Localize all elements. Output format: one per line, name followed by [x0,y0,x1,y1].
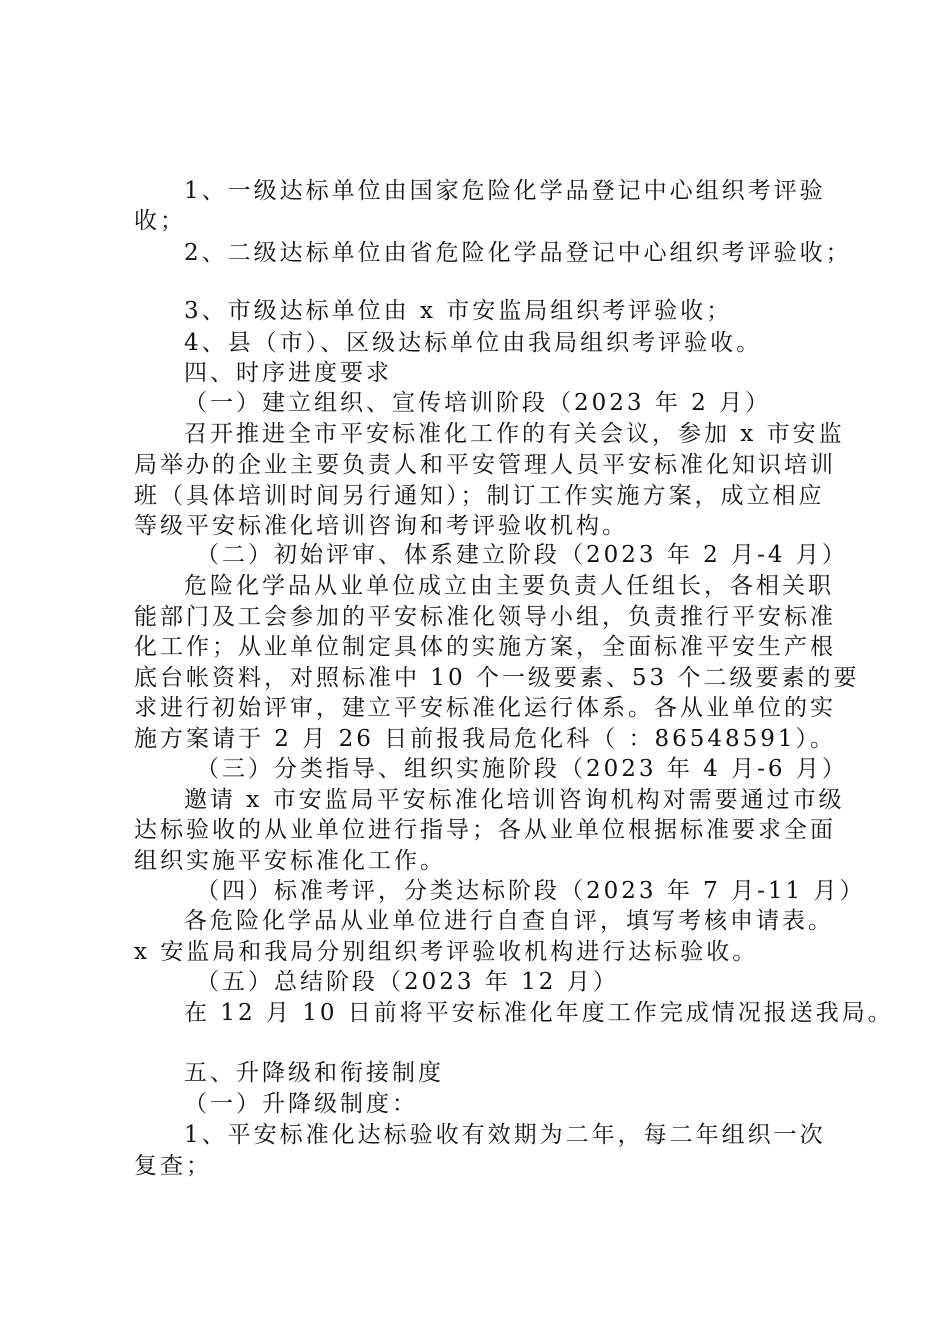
subsection-heading: （一）升降级制度： [184,1091,418,1117]
paragraph-line: 1、一级达标单位由国家危险化学品登记中心组织考评验 [184,178,826,204]
paragraph-line: 达标验收的从业单位进行指导；各从业单位根据标准要求全面 [134,817,836,843]
paragraph-line: 施方案请于 2 月 26 日前报我局危化科（ ：86548591）。 [134,726,837,752]
paragraph-line: 4、县（市）、区级达标单位由我局组织考评验收。 [184,330,763,356]
paragraph-line: 1、平安标准化达标验收有效期为二年，每二年组织一次 [184,1122,826,1148]
paragraph-line: 化工作；从业单位制定具体的实施方案，全面标准平安生产根 [134,634,836,660]
paragraph-line: 邀请 x 市安监局平安标准化培训咨询机构对需要通过市级 [184,787,845,813]
section-heading: 四、时序进度要求 [184,360,392,386]
subsection-heading: （四）标准考评，分类达标阶段（2023 年 7 月-11 月） [196,878,866,904]
paragraph-line: 班（具体培训时间另行通知）；制订工作实施方案，成立相应 [134,483,825,509]
paragraph-line: 求进行初始评审，建立平安标准化运行体系。各从业单位的实 [134,695,836,721]
paragraph-line: 收； [134,208,186,234]
paragraph-line: 能部门及工会参加的平安标准化领导小组，负责推行平安标准 [134,604,836,630]
paragraph-line: 复查； [134,1153,212,1179]
paragraph-line: 在 12 月 10 日前将平安标准化年度工作完成情况报送我局。 [184,1000,894,1026]
paragraph-line: 2、二级达标单位由省危险化学品登记中心组织考评验收； [184,240,852,266]
paragraph-line: 召开推进全市平安标准化工作的有关会议，参加 x 市安监 [184,421,845,447]
subsection-heading: （五）总结阶段（2023 年 12 月） [196,969,619,995]
paragraph-line: 危险化学品从业单位成立由主要负责人任组长，各相关职 [184,573,834,599]
paragraph-line: x 安监局和我局分别组织考评验收机构进行达标验收。 [134,939,759,965]
subsection-heading: （三）分类指导、组织实施阶段（2023 年 4 月-6 月） [196,756,848,782]
paragraph-line: 等级平安标准化培训咨询和考评验收机构。 [134,513,628,539]
paragraph-line: 各危险化学品从业单位进行自查自评，填写考核申请表。 [184,908,834,934]
subsection-heading: （二）初始评审、体系建立阶段（2023 年 2 月-4 月） [196,542,848,568]
paragraph-line: 3、市级达标单位由 x 市安监局组织考评验收； [184,298,733,324]
paragraph-line: 组织实施平安标准化工作。 [134,848,446,874]
subsection-heading: （一）建立组织、宣传培训阶段（2023 年 2 月） [184,390,772,416]
section-heading: 五、升降级和衔接制度 [184,1060,444,1086]
paragraph-line: 局举办的企业主要负责人和平安管理人员平安标准化知识培训 [134,452,836,478]
paragraph-line: 底台帐资料，对照标准中 10 个一级要素、53 个二级要素的要 [134,665,860,691]
